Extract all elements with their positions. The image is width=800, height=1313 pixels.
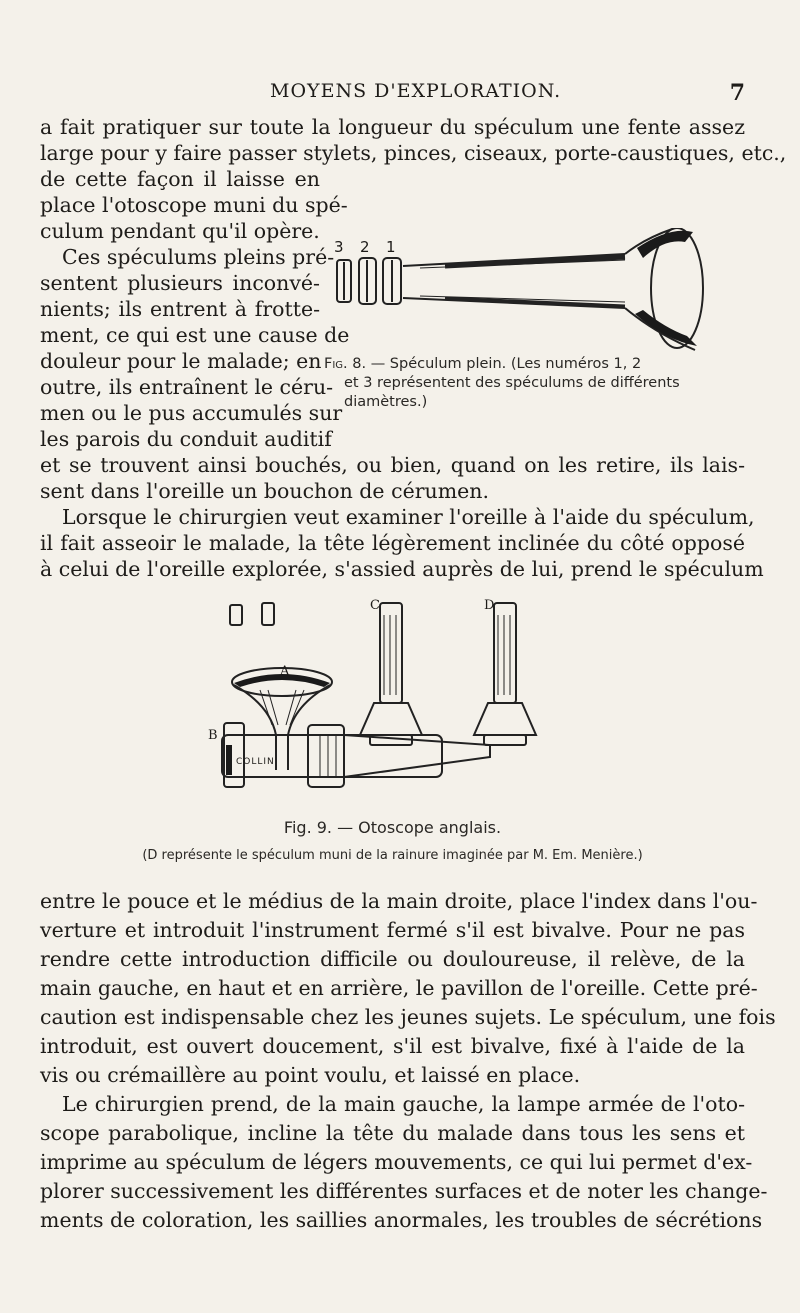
- figure-9-maker-mark: COLLIN: [236, 757, 275, 767]
- text-line: sentent plusieurs inconvé-: [40, 271, 320, 295]
- figure-8-speculum-illustration: [325, 228, 725, 353]
- figure-9-caption: Fig. 9. — Otoscope anglais.: [283, 818, 502, 837]
- text-line: sent dans l'oreille un bouchon de cérumen.: [40, 479, 489, 503]
- figure-9-otoscope-illustration: [190, 595, 610, 805]
- text-line: men ou le pus accumulés sur: [40, 401, 343, 425]
- text-line: imprime au spéculum de légers mouvements, ce qui lui permet d'ex-: [40, 1150, 753, 1174]
- text-line: introduit, est ouvert doucement, s'il est bivalve, fixé à l'aide de la: [40, 1034, 745, 1058]
- text-line: plorer successivement les différentes surfaces et de noter les change-: [40, 1179, 768, 1203]
- text-line: Ces spéculums pleins pré-: [62, 245, 335, 269]
- figure-9-label-c: C: [370, 598, 380, 613]
- text-line: verture et introduit l'instrument fermé s'il est bivalve. Pour ne pas: [40, 918, 745, 942]
- figure-9-note: (D représente le spéculum muni de la rainure imaginée par M. Em. Menière.): [142, 848, 643, 863]
- text-line: les parois du conduit auditif: [40, 427, 332, 451]
- text-line: nients; ils entrent à frotte-: [40, 297, 320, 321]
- text-line: Le chirurgien prend, de la main gauche, la lampe armée de l'oto-: [62, 1092, 745, 1116]
- text-line: entre le pouce et le médius de la main droite, place l'index dans l'ou-: [40, 889, 758, 913]
- page-number: 7: [729, 80, 745, 106]
- figure-8-label-3: 3: [334, 238, 344, 256]
- text-line: main gauche, en haut et en arrière, le pavillon de l'oreille. Cette pré-: [40, 976, 758, 1000]
- text-line: place l'otoscope muni du spé-: [40, 193, 348, 217]
- figure-9-label-a: A: [280, 664, 290, 679]
- running-title: MOYENS D'EXPLORATION.: [270, 80, 562, 102]
- text-line: de cette façon il laisse en: [40, 167, 320, 191]
- text-line: vis ou crémaillère au point voulu, et laissé en place.: [40, 1063, 581, 1087]
- text-line: douleur pour le malade; en: [40, 349, 322, 373]
- text-line: culum pendant qu'il opère.: [40, 219, 320, 243]
- running-header: [40, 80, 745, 110]
- figure-8-label-2: 2: [360, 238, 370, 256]
- figure-8-caption-lead: Fig. 8.: [324, 356, 367, 372]
- text-line: il fait asseoir le malade, la tête légèrement inclinée du côté opposé: [40, 531, 745, 555]
- figure-8-label-1: 1: [386, 238, 396, 256]
- text-line: et se trouvent ainsi bouchés, ou bien, quand on les retire, ils lais-: [40, 453, 745, 477]
- figure-8-caption: [324, 355, 704, 412]
- figure-9-label-d: D: [484, 598, 495, 613]
- figure-9-label-b: B: [208, 728, 218, 743]
- text-line: Lorsque le chirurgien veut examiner l'oreille à l'aide du spéculum,: [62, 505, 755, 529]
- text-line: large pour y faire passer stylets, pinces, ciseaux, porte-caustiques, etc.,: [40, 141, 787, 165]
- text-line: ments de coloration, les saillies anormales, les troubles de sécrétions: [40, 1208, 763, 1232]
- text-line: scope parabolique, incline la tête du malade dans tous les sens et: [40, 1121, 745, 1145]
- text-line: caution est indispensable chez les jeunes sujets. Le spéculum, une fois: [40, 1005, 776, 1029]
- text-line: rendre cette introduction difficile ou douloureuse, il relève, de la: [40, 947, 745, 971]
- figure-8-caption-line: — Spéculum plein. (Les numéros 1, 2: [370, 356, 642, 372]
- text-line: ment, ce qui est une cause de: [40, 323, 350, 347]
- figure-8-caption-line: et 3 représentent des spéculums de différents: [344, 375, 680, 391]
- text-line: à celui de l'oreille explorée, s'assied auprès de lui, prend le spéculum: [40, 557, 764, 581]
- figure-8-caption-line: diamètres.): [344, 394, 428, 410]
- text-line: outre, ils entraînent le céru-: [40, 375, 334, 399]
- text-line: a fait pratiquer sur toute la longueur du spéculum une fente assez: [40, 115, 745, 139]
